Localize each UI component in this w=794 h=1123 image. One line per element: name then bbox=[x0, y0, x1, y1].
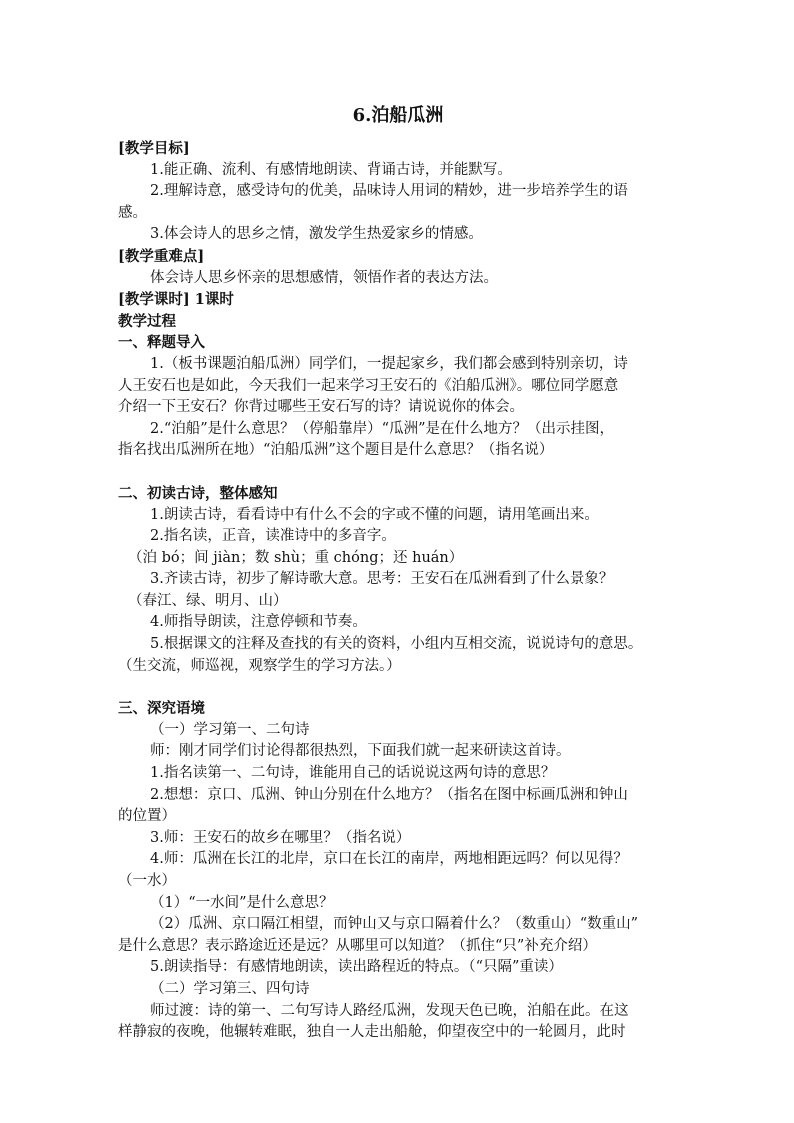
document-page bbox=[118, 104, 678, 1044]
section-1-heading: 一、释题导入 bbox=[118, 334, 205, 352]
section-3-line: 师过渡：诗的第一、二句写诗人路经瓜洲，发现天色已晚，泊船在此。在这 bbox=[150, 1002, 629, 1019]
section-3-subheading: （二）学习第三、四句诗 bbox=[150, 980, 310, 997]
section-3-subheading: （一）学习第一、二句诗 bbox=[150, 721, 310, 738]
objective-item: 3.体会诗人的思乡之情，激发学生热爱家乡的情感。 bbox=[150, 226, 483, 243]
objective-item: 1.能正确、流利、有感情地朗读、背诵古诗，并能默写。 bbox=[150, 161, 512, 178]
section-1-line: 介绍一下王安石？你背过哪些王安石写的诗？请说说你的体会。 bbox=[118, 399, 524, 416]
section-2-line: 4.师指导朗读，注意停顿和节奏。 bbox=[150, 614, 367, 631]
section-2-line: 2.指名读，正音，读准诗中的多音字。 bbox=[150, 528, 396, 545]
section-3-line: 5.朗读指导：有感情地朗读，读出路程近的特点。（“只隔”重读） bbox=[150, 959, 563, 976]
section-3-line: 2.想想：京口、瓜洲、钟山分别在什么地方？（指名在图中标画瓜洲和钟山 bbox=[150, 786, 628, 803]
section-2-heading: 二、初读古诗，整体感知 bbox=[118, 484, 278, 502]
section-1-line: 2.“泊船”是什么意思？（停船靠岸）“瓜洲”是在什么地方？（出示挂图， bbox=[150, 420, 614, 437]
objective-item: 2.理解诗意，感受诗句的优美，品味诗人用词的精妙，进一步培养学生的语 bbox=[150, 183, 628, 200]
page-title: 6.泊船瓜洲 bbox=[352, 105, 444, 126]
section-3-line: 4.师：瓜洲在长江的北岸，京口在长江的南岸，两地相距远吗？何以见得？ bbox=[150, 851, 628, 868]
key-points-text: 体会诗人思乡怀亲的思想感情，领悟作者的表达方法。 bbox=[150, 269, 498, 286]
process-heading: 教学过程 bbox=[118, 312, 176, 330]
objective-item-continued: 感。 bbox=[118, 204, 147, 221]
section-1-line: 指名找出瓜洲所在地）“泊船瓜洲”这个题目是什么意思？（指名说） bbox=[118, 442, 554, 459]
section-3-line: 的位置） bbox=[118, 808, 176, 825]
lesson-time: [教学课时] 1课时 bbox=[118, 291, 234, 309]
spacer bbox=[118, 677, 678, 698]
section-3-line: 1.指名读第一、二句诗，谁能用自己的话说说这两句诗的意思？ bbox=[150, 765, 556, 782]
section-2-line: 5.根据课文的注释及查找的有关的资料，小组内互相交流，说说诗句的意思。 bbox=[150, 636, 643, 653]
section-1-line: 人王安石也是如此，今天我们一起来学习王安石的《泊船瓜洲》。哪位同学愿意 bbox=[118, 377, 619, 394]
section-2-line: （春江、绿、明月、山） bbox=[128, 592, 288, 609]
key-points-heading: [教学重难点] bbox=[118, 247, 205, 265]
section-3-line: （1）“一水间”是什么意思？ bbox=[150, 894, 334, 911]
spacer bbox=[118, 462, 678, 483]
section-2-line: 1.朗读古诗，看看诗中有什么不会的字或不懂的问题，请用笔画出来。 bbox=[150, 506, 599, 523]
section-3-line: 师：刚才同学们讨论得都很热烈，下面我们就一起来研读这首诗。 bbox=[150, 743, 571, 760]
section-1-line: 1.（板书课题泊船瓜洲）同学们，一提起家乡，我们都会感到特别亲切，诗 bbox=[150, 355, 628, 372]
section-3-heading: 三、深究语境 bbox=[118, 700, 205, 718]
section-3-line: 样静寂的夜晚，他辗转难眠，独自一人走出船舱，仰望夜空中的一轮圆月，此时 bbox=[118, 1024, 626, 1041]
section-2-line: （生交流，师巡视，观察学生的学习方法。） bbox=[118, 657, 401, 674]
section-3-line: 是什么意思？表示路途近还是远？从哪里可以知道？（抓住“只”补充介绍） bbox=[118, 937, 597, 954]
section-3-line: （一水） bbox=[118, 873, 176, 889]
objectives-heading: [教学目标] bbox=[118, 140, 190, 157]
section-2-line: 3.齐读古诗，初步了解诗歌大意。思考：王安石在瓜洲看到了什么景象？ bbox=[150, 571, 614, 588]
section-3-line: （2）瓜洲、京口隔江相望，而钟山又与京口隔着什么？（数重山）“数重山” bbox=[150, 916, 639, 933]
section-3-line: 3.师：王安石的故乡在哪里？（指名说） bbox=[150, 829, 411, 846]
section-2-line: （泊 bó；间 jiàn；数 shù；重 chóng；还 huán） bbox=[128, 549, 464, 566]
